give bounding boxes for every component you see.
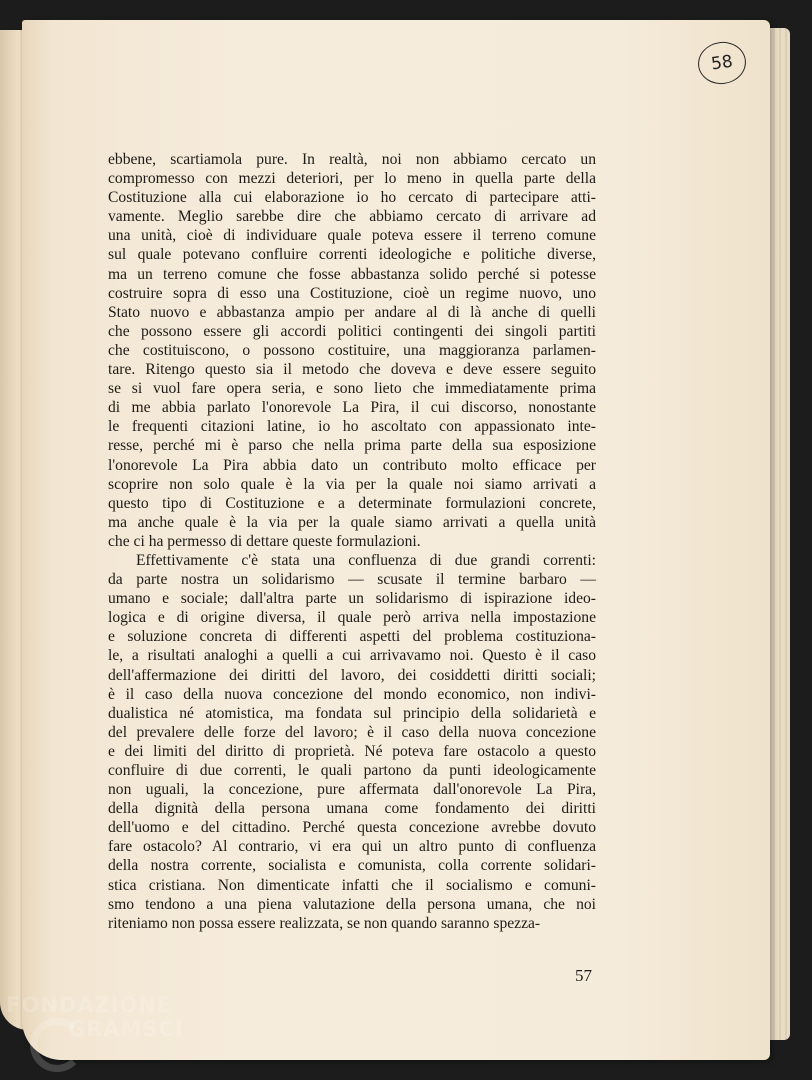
text-line: ma un terreno comune che fosse abbastanza solido perché si potesse: [108, 265, 596, 283]
text-line: logica e di origine diversa, il quale però arriva nella impostazione: [108, 609, 596, 627]
text-line: l'onorevole La Pira abbia dato un contributo molto efficace per: [108, 456, 596, 474]
text-line: ma anche quale è la via per la quale siamo arrivati a quella unità: [108, 513, 596, 531]
watermark-line-2: GRAMSCI: [68, 1017, 184, 1041]
text-line: smo tendono a una piena valutazione della persona umana, che noi: [108, 895, 596, 913]
text-line: costruire sopra di esso una Costituzione, cioè un regime nuovo, uno: [108, 284, 596, 302]
watermark-logo-icon: [30, 1018, 84, 1072]
text-line: riteniamo non possa essere realizzata, se non quando saranno spezza-: [108, 914, 541, 932]
text-line: scoprire non solo quale è la via per la quale noi siamo arrivati a: [108, 475, 596, 493]
text-line: Effettivamente c'è stata una confluenza di due grandi correnti:: [136, 551, 596, 569]
watermark-line-1: FONDAZIONE: [6, 993, 173, 1017]
text-line: stica cristiana. Non dimenticate infatti che il socialismo e comuni-: [108, 876, 596, 894]
text-line: è il caso della nuova concezione del mondo economico, non indivi-: [108, 685, 596, 703]
text-line: ebbene, scartiamola pure. In realtà, noi non abbiamo cercato un: [108, 151, 596, 168]
text-line: le, a risultati analoghi a quelli a cui arrivavamo noi. Questo è il caso: [108, 647, 596, 665]
text-line: una unità, cioè di individuare quale poteva essere il terreno comune: [108, 227, 596, 245]
text-line: e dei limiti del diritto di proprietà. Né poteva fare ostacolo a questo: [108, 742, 596, 760]
text-line: fare ostacolo? Al contrario, vi era qui un altro punto di confluenza: [108, 838, 596, 856]
body-text: [108, 150, 596, 933]
text-line: da parte nostra un solidarismo — scusate il termine barbaro —: [108, 571, 596, 589]
text-line: sul quale potevano confluire correnti ideologiche e politiche diverse,: [108, 246, 596, 264]
text-line: questo tipo di Costituzione e a determinate formulazioni concrete,: [108, 494, 596, 512]
text-line: del prevalere delle forze del lavoro; è il caso della nuova concezione: [108, 723, 596, 741]
text-line: resse, perché mi è parso che nella prima parte della sua esposizione: [108, 437, 596, 455]
text-line: e soluzione concreta di differenti aspetti del problema costituziona-: [108, 628, 596, 646]
archive-page-stamp: 58: [695, 39, 748, 87]
text-line: di me abbia parlato l'onorevole La Pira, il cui discorso, nonostante: [108, 399, 596, 417]
text-line: tare. Ritengo questo sia il metodo che doveva e deve essere seguito: [108, 361, 596, 379]
text-line: dell'affermazione dei diritti del lavoro, dei cosiddetti diritti sociali;: [108, 666, 596, 684]
text-line: dualistica né atomistica, ma fondata sul principio della solidarietà e: [108, 704, 596, 722]
text-line: compromesso con mezzi deteriori, per lo meno in quella parte della: [108, 170, 596, 188]
text-line: se si vuol fare opera seria, e sono lieto che immediatamente prima: [108, 380, 596, 398]
text-line: che costituiscono, o possono costituire, una maggioranza parlamen-: [108, 341, 596, 359]
text-line: confluire di due correnti, le quali partono da punti ideologicamente: [108, 762, 596, 779]
text-line: umano e sociale; dall'altra parte un solidarismo di ispirazione ideo-: [108, 590, 596, 608]
page-number: 57: [575, 966, 592, 985]
text-line: che possono essere gli accordi politici contingenti dei singoli partiti: [108, 322, 596, 340]
text-line: della nostra corrente, socialista e comunista, colla corrente solidari-: [108, 857, 596, 875]
text-line: vamente. Meglio sarebbe dire che abbiamo cercato di arrivare ad: [108, 208, 596, 226]
text-line: dell'uomo e del cittadino. Perché questa concezione avrebbe dovuto: [108, 819, 596, 837]
text-line: Costituzione alla cui elaborazione io ho cercato di partecipare atti-: [108, 189, 596, 207]
text-line: della dignità della persona umana come fondamento dei diritti: [108, 800, 596, 818]
text-line: non uguali, la concezione, pure affermata dall'onorevole La Pira,: [108, 781, 596, 799]
text-line: le frequenti citazioni latine, io ho ascoltato con appassionato inte-: [108, 418, 596, 436]
text-line: che ci ha permesso di dettare queste formulazioni.: [108, 532, 421, 550]
text-line: Stato nuovo e abbastanza ampio per andare al di là anche di quelli: [108, 303, 596, 321]
